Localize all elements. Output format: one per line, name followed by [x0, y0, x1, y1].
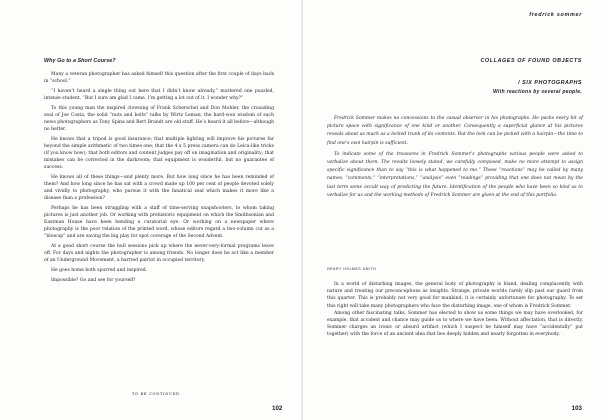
series-title: COLLAGES OF FOUND OBJECTS	[480, 58, 582, 64]
right-page	[303, 0, 606, 420]
essay-author: HENRY HOLMES SMITH	[327, 267, 377, 271]
page-number-right: 103	[571, 405, 582, 412]
series-subtitle: / SIX PHOTOGRAPHS	[518, 80, 582, 86]
series-byline: With reactions by several people.	[492, 89, 582, 95]
intro-text	[327, 115, 583, 203]
paragraph: Many a veteran photographer has asked himself this question after the first couple of days back in “school.”	[44, 72, 274, 84]
page-number-left: 102	[272, 405, 283, 412]
article-body	[44, 71, 274, 287]
paragraph: “I haven’t heard a single thing out here that I didn’t know already,” muttered one puzzled, intense student. “But I sure am glad I came. I’m getting a lot out of it. I wonder why?”	[44, 89, 274, 101]
paragraph: Among other fascinating talks, Sommer has elected to show us some things we may have overlooked, for example, that accident and chance may guide us to where we have been. Without affectation, that is directly, Sommer charges an ironic or absurd artifact (which I suspect he himself may have “accidentally” put together) with the force of an ancient idea that lies deeply hidden and nearly forgotten in everybody.	[327, 310, 583, 338]
to-be-continued: TO BE CONTINUED	[132, 392, 180, 396]
paragraph: Perhaps he has been struggling with a staff of time-serving snapshooters, to whom taking pictures is just another job. Or working with prehistoric equipment on which the Smithsonian and Eastman House have been bending a curatorial eye. Or working on a newspaper where photography is the poor relation of the printed word, whose editors regard a two-column cut as a “blowup” and are saving the big play for spot coverage of the Second Advent.	[44, 206, 274, 239]
paragraph: To indicate some of the treasures in Fredrick Sommer’s photographs various people were asked to verbalize about them. The results loosely stated, we carefully composed, make no more attempt to assign specific significance than to say “this is what happened to me.” These “reactions” may be called by many names, “comments,” “interpretations,” “analysis” even “readings” providing that one does not mean by the last term some occult way of predicting the future. Identification of the people who have been so kind as to verbalize for us and the working methods of Fredrick Sommer are given at the end of this portfolio.	[327, 151, 583, 198]
paragraph: Impossible? Go and see for yourself!	[51, 278, 136, 283]
paragraph: To this young man the inspired clowning of Frank Scherschel and Don Mohler, the crusading zeal of Joe Costa, the solid “nuts and bolts” talks by Wirtz Leman, the hard-won wisdom of such news photographers as Tony Spina and Bert Brandt are old stuff. He’s heard it all before—although no better.	[44, 106, 274, 132]
essay-body	[327, 281, 583, 339]
paragraph: He knows that a tripod is good insurance; that multiple lighting will improve his pictures far beyond the simple arithmetic of two times one; that the 4 x 5 press camera can do Leica-like tricks (if you know how); that both editors and content judges pay off on imagination and originality; that mistakes can be corrected in the darkroom; that equipment is wonderful, but no guarantee of success.	[44, 137, 274, 170]
paragraph: He goes home both spurred and inspired.	[51, 268, 148, 273]
paragraph: In a world of disturbing images, the general body of photography is bland, dealing complacently with nature and treating our preconceptions as insights. Strange, private worlds rarely slip past our guard from this quarter. This is probably not very good for mankind; it is certainly unfortunate for photography. To set this right will take many photographers who face the disturbing image, one of whom is Fredrick Sommer.	[327, 282, 583, 309]
paragraph: At a good short course the bull sessions pick up where the never-very-formal programs leave off. For days and nights the photographer is among friends. No longer does he act like a member of an Underground Movement, a harried patriot in occupied territory.	[44, 244, 274, 263]
running-head-author: fredrick sommer	[529, 12, 582, 18]
article-title: Why Go to a Short Course?	[44, 58, 116, 64]
paragraph: Fredrick Sommer makes no concessions to the casual observer in his photographs. He packs every bit of picture space with significance of one kind or another. Consequently a superficial glance at his pictures reveals about as much as a locked trunk of its contents. But the lock can be picked with a hairpin—the time to find one’s own hairpin is sufficient.	[327, 116, 583, 146]
paragraph: He knows all of these things—and plenty more. But how long since he has been reminded of them? And how long since he has sat with a crowd made up 100 per cent of people devoted solely and vividly to photography, who pursue it with the fanatical zeal which makes it more like a disease than a profession?	[44, 175, 274, 201]
